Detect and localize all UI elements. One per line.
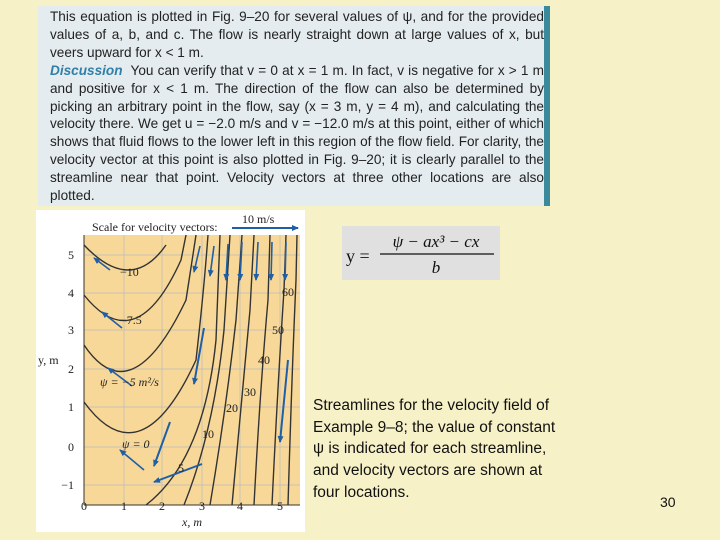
curve-label: ψ = 0 <box>122 437 150 451</box>
curve-label: 5 <box>178 461 184 475</box>
x-tick: 4 <box>237 499 243 513</box>
x-tick: 0 <box>81 499 87 513</box>
curve-label: −7.5 <box>120 313 142 327</box>
curve-label: 20 <box>226 401 238 415</box>
curve-label: 60 <box>282 285 294 299</box>
y-tick: 5 <box>68 248 74 262</box>
excerpt-textbox <box>38 6 550 206</box>
figure-caption: Streamlines for the velocity field of Example 9–8; the value of constant ψ is indicated for each streamline, and velocity vectors are shown at four locations. <box>313 397 556 501</box>
equation-lhs: y = <box>346 246 370 266</box>
equation-box <box>342 226 500 280</box>
x-axis-label: x, m <box>182 515 202 529</box>
curve-label: 50 <box>272 323 284 337</box>
x-tick: 3 <box>199 499 205 513</box>
equation-denominator: b <box>431 258 441 277</box>
y-tick: 2 <box>68 362 74 376</box>
curve-label: 30 <box>244 385 256 399</box>
x-tick: 5 <box>277 499 283 513</box>
y-tick: 4 <box>68 286 74 300</box>
curve-label: 40 <box>258 353 270 367</box>
flow-arrow <box>271 242 272 280</box>
curve-label: 10 <box>202 427 214 441</box>
discussion-paragraph <box>50 62 544 205</box>
streamline-figure <box>36 210 305 532</box>
scale-value: 10 m/s <box>242 212 275 226</box>
curve-label: ψ = −5 m²/s <box>100 375 159 389</box>
x-tick: 2 <box>159 499 165 513</box>
y-tick-labels <box>61 248 74 492</box>
y-tick: 0 <box>68 440 74 454</box>
y-axis-label: y, m <box>38 353 59 367</box>
y-tick: −1 <box>61 478 74 492</box>
scale-label: Scale for velocity vectors: <box>92 220 218 234</box>
y-tick: 3 <box>68 323 74 337</box>
excerpt-paragraph: This equation is plotted in Fig. 9–20 for several values of ψ, and for the provided values of a, b, and c. The flow is nearly straight down at large values of x, but veers upward for x < 1 m. <box>50 9 544 60</box>
flow-arrow <box>285 242 286 280</box>
discussion-heading: Discussion <box>50 62 123 78</box>
x-tick: 1 <box>121 499 127 513</box>
equation-numerator: ψ − ax³ − cx <box>392 232 480 251</box>
curve-label: −10 <box>120 265 139 279</box>
y-tick: 1 <box>68 400 74 414</box>
discussion-text: You can verify that v = 0 at x = 1 m. In fact, v is negative for x > 1 m and positive for x < 1 m. The direction of the flow can also be determined by picking an arbitrary point in the flow, say (x = 3 m, y = 4 m), and calculating the velocity there. We get u = −2.0 m/s and v = −12.0 m/s at this point, either of which shows that fluid flows to the lower left in this region of the flow field. For clarity, the velocity vector at this point is also plotted in Fig. 9–20; it is clearly parallel to the streamline near that point. Velocity vectors at three other locations are also plotted. <box>50 62 544 204</box>
page-number: 30 <box>660 494 676 510</box>
